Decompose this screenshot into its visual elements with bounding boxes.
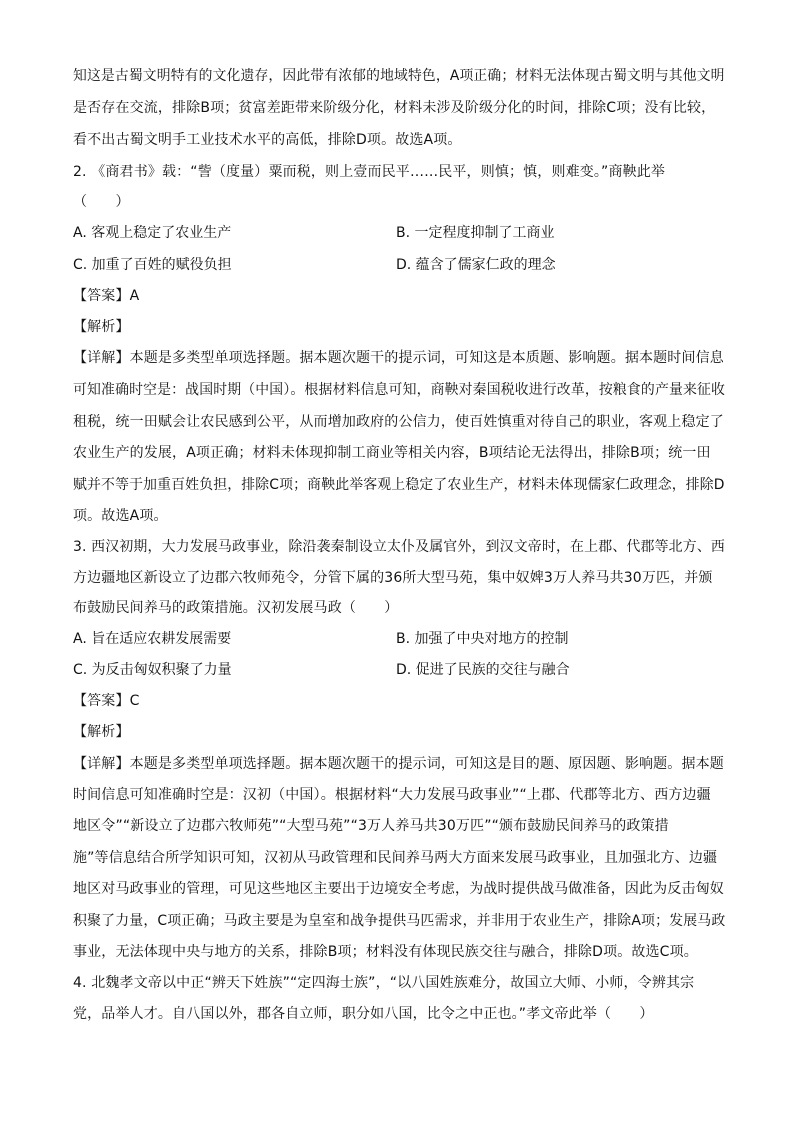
q2-stem: 2. 《商君书》载：“訾（度量）粟而税，则上壹而民平……民平，则慎；慎，则难变。”商鞅此举 (73, 164, 666, 180)
q2-option-b: B. 一定程度抑制了工商业 (396, 225, 555, 241)
q3-option-a: A. 旨在适应农耕发展需要 (73, 631, 232, 647)
q2-detail-line: 可知准确时空是：战国时期（中国）。根据材料信息可知，商鞅对秦国税收进行改革，按粮食的产量来征收 (73, 382, 726, 398)
q2-detail-line: 【详解】本题是多类型单项选择题。据本题次题干的提示词，可知这是本质题、影响题。据本题时间信息 (73, 350, 724, 366)
q2-detail-line: 租税，统一田赋会让农民感到公平，从而增加政府的公信力，使百姓慎重对待自己的职业，客观上稳定了 (73, 414, 724, 430)
q3-option-b: B. 加强了中央对地方的控制 (396, 631, 569, 647)
q3-detail-line: 积聚了力量，C项正确；马政主要是为皇室和战争提供马匹需求，并非用于农业生产，排除A项；发展马政 (73, 913, 726, 929)
q3-detail-line: 时间信息可知准确时空是：汉初（中国）。根据材料“大力发展马政事业”“上郡、代郡等北方、西方边疆 (73, 787, 711, 803)
q1-analysis-line: 看不出古蜀文明手工业技术水平的高低，排除D项。故选A项。 (73, 132, 462, 148)
q3-detail-line: 事业，无法体现中央与地方的关系，排除B项；材料没有体现民族交往与融合，排除D项。故选C项。 (73, 944, 698, 960)
q3-option-c: C. 为反击匈奴积聚了力量 (73, 662, 232, 678)
q2-option-d: D. 蕴含了儒家仁政的理念 (396, 257, 556, 273)
q3-detail-line: 施”等信息结合所学知识可知，汉初从马政管理和民间养马两大方面来发展马政事业，且加强北方、边疆 (73, 850, 718, 866)
q3-detail-line: 地区对马政事业的管理，可见这些地区主要出于边境安全考虑，为战时提供战马做准备，因此为反击匈奴 (73, 881, 724, 897)
q3-answer: 【答案】C (73, 693, 140, 709)
q1-analysis-line: 知这是古蜀文明特有的文化遗存，因此带有浓郁的地域特色，A项正确；材料无法体现古蜀文明与其他文明 (73, 68, 725, 84)
q2-analysis-label: 【解析】 (73, 319, 130, 335)
q2-answer: 【答案】A (73, 288, 140, 304)
q3-stem: 方边疆地区新设立了边郡六牧师苑令，分管下属的36所大型马苑，集中奴婢3万人养马共30万匹，并颁 (73, 570, 713, 586)
q3-detail-line: 【详解】本题是多类型单项选择题。据本题次题干的提示词，可知这是目的题、原因题、影响题。据本题 (73, 756, 724, 772)
q2-option-c: C. 加重了百姓的赋役负担 (73, 257, 232, 273)
q3-stem: 3. 西汉初期，大力发展马政事业，除沿袭秦制设立太仆及属官外，到汉文帝时，在上郡、代郡等北方、西 (73, 539, 726, 555)
q4-stem: 党，品举人才。自八国以外，郡各自立师，职分如八国，比令之中正也。”孝文帝此举（ ） (73, 1006, 654, 1022)
q2-detail-line: 项。故选A项。 (73, 508, 168, 524)
q3-option-d: D. 促进了民族的交往与融合 (396, 662, 570, 678)
q2-detail-line: 赋并不等于加重百姓负担，排除C项；商鞅此举客观上稳定了农业生产，材料未体现儒家仁政理念，排除D (73, 477, 725, 493)
q2-option-a: A. 客观上稳定了农业生产 (73, 225, 232, 241)
q1-analysis-line: 是否存在交流，排除B项；贫富差距带来阶级分化，材料未涉及阶级分化的时间，排除C项；没有比较， (73, 100, 716, 116)
q2-stem-blank: （ ） (73, 194, 130, 210)
q4-stem: 4. 北魏孝文帝以中正“辨天下姓族”“定四海士族”，“以八国姓族难分，故国立大师、小师，令辨其宗 (73, 975, 695, 991)
q3-analysis-label: 【解析】 (73, 724, 130, 740)
q2-detail-line: 农业生产的发展，A项正确；材料未体现抑制工商业等相关内容，B项结论无法得出，排除B项；统一田 (73, 445, 711, 461)
q3-detail-line: 地区令”“新设立了边郡六牧师苑”“大型马苑”“3万人养马共30万匹”“颁布鼓励民间养马的政策措 (73, 818, 669, 834)
q3-stem: 布鼓励民间养马的政策措施。汉初发展马政（ ） (73, 600, 399, 616)
